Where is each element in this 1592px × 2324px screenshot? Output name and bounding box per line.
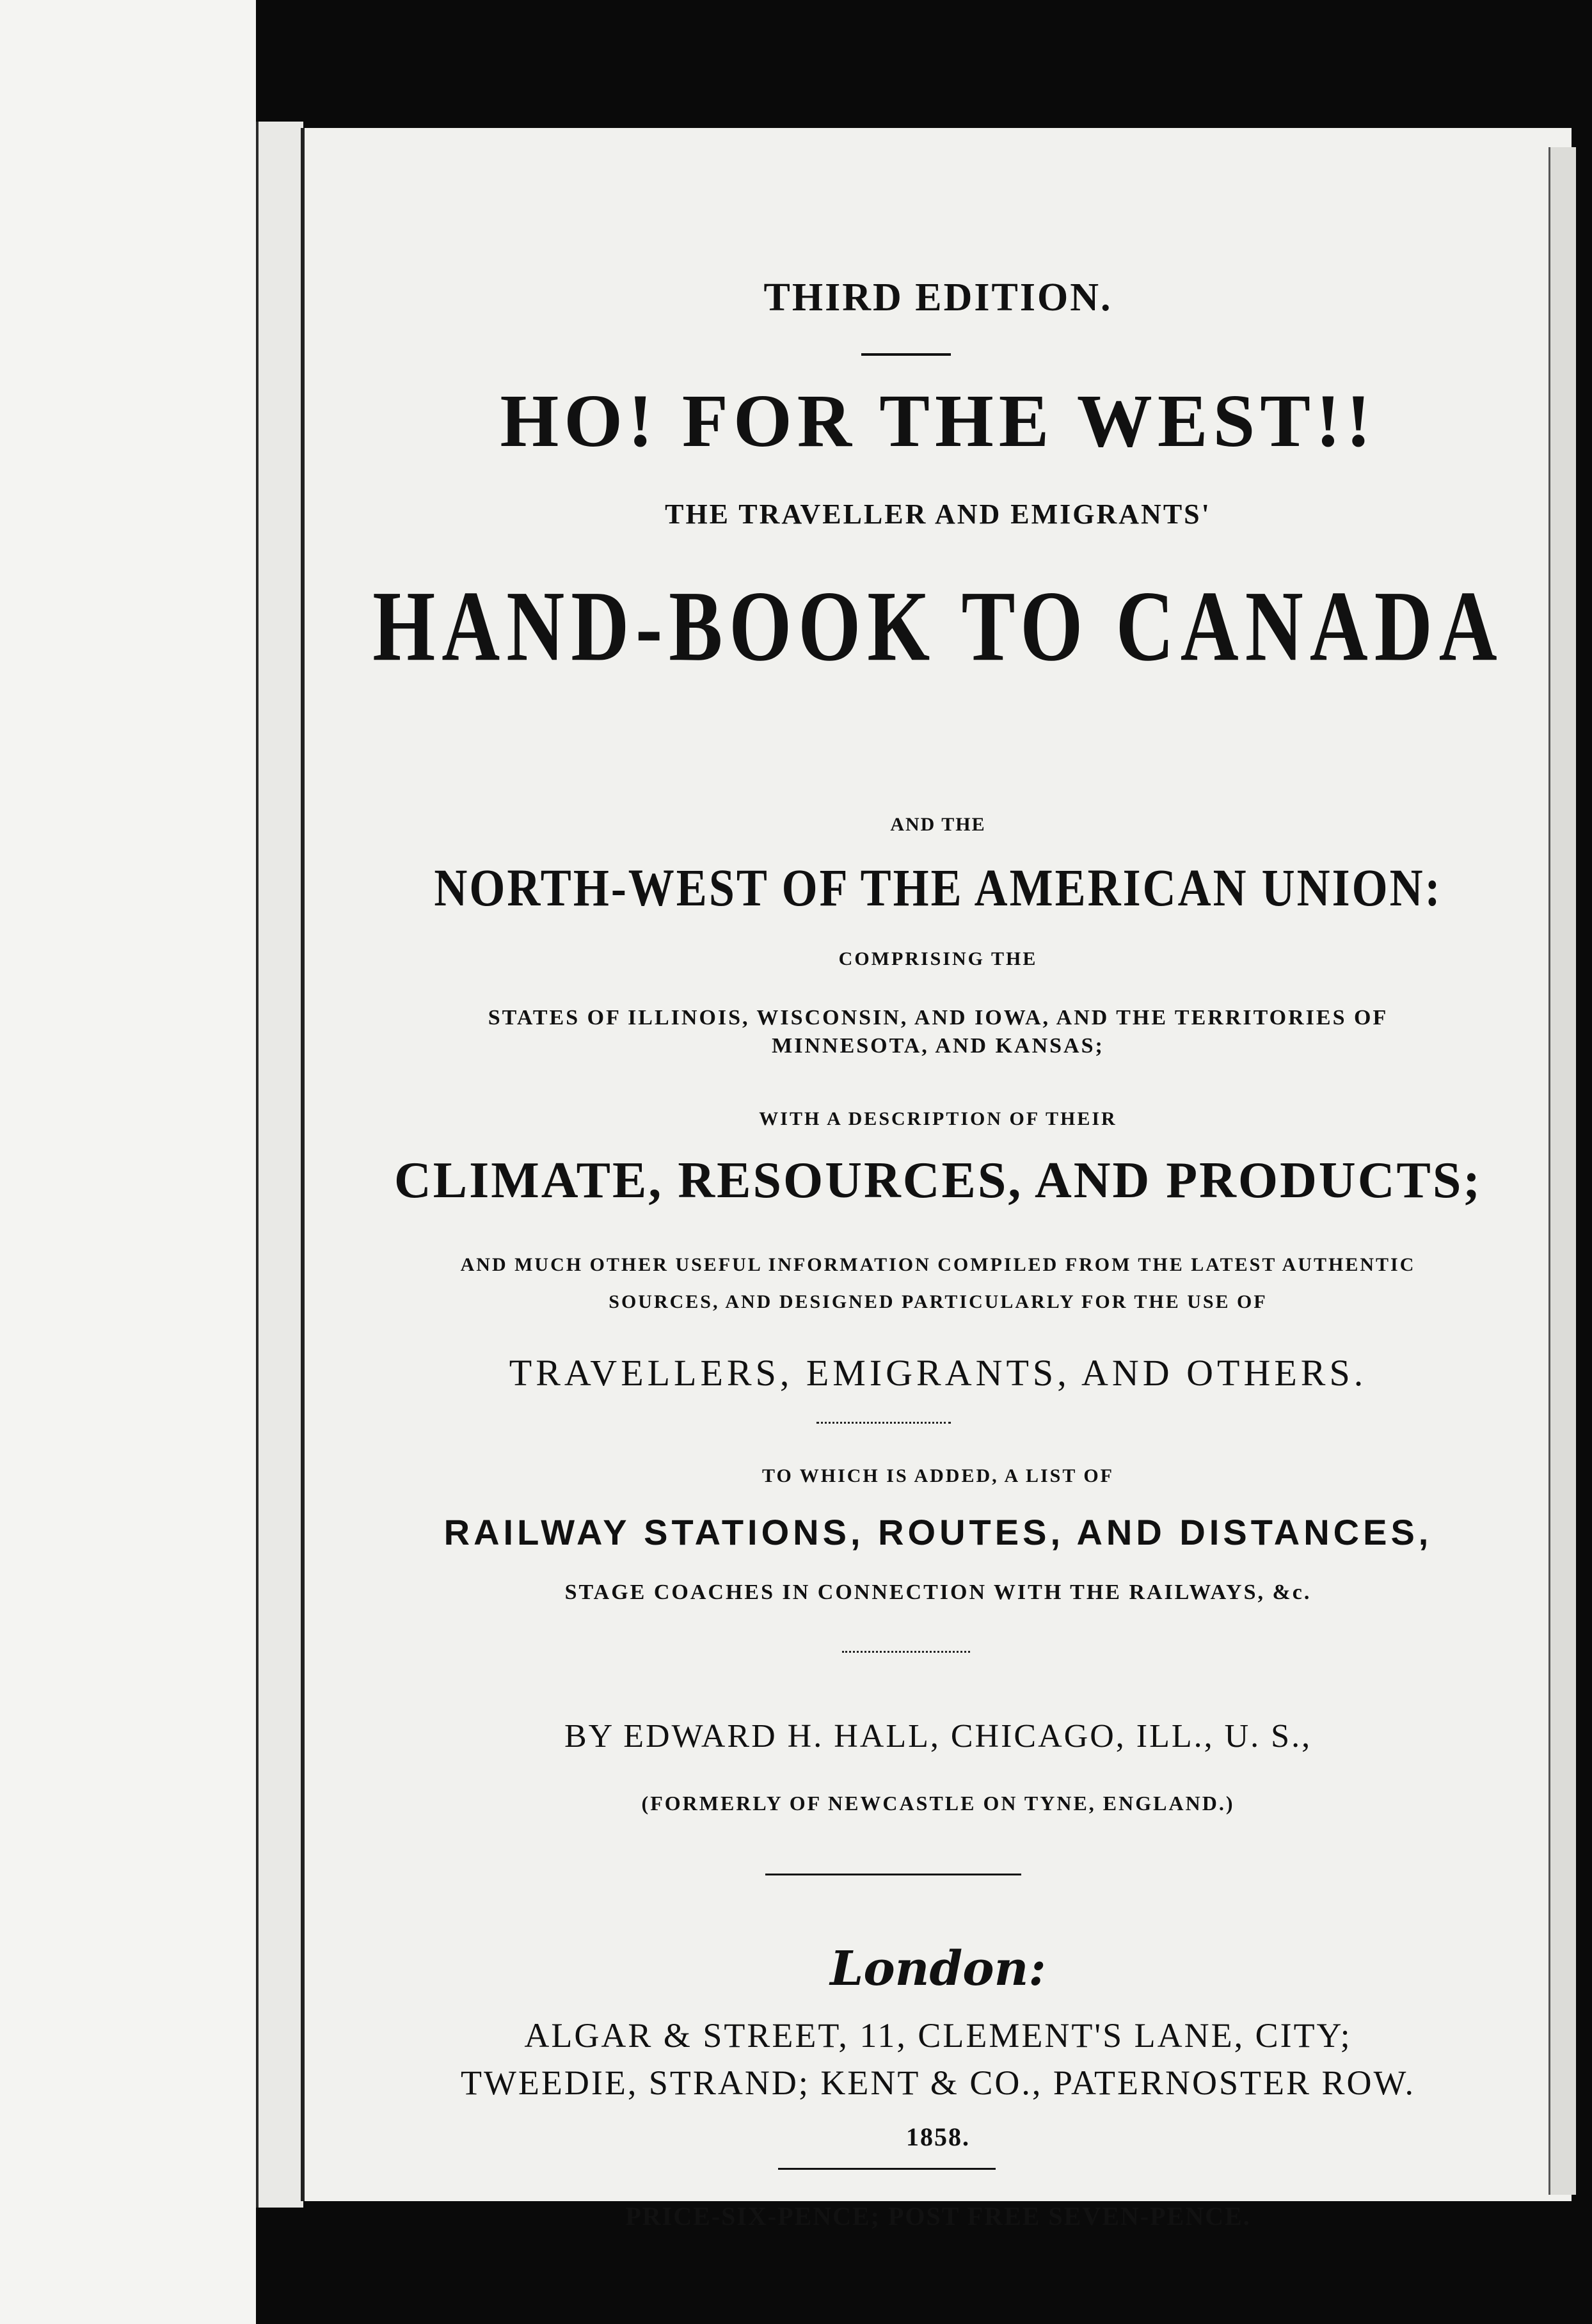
info-line-1: AND MUCH OTHER USEFUL INFORMATION COMPILED FROM THE LATEST AUTHENTIC xyxy=(460,1254,1416,1275)
states-line-2: MINNESOTA, AND KANSAS; xyxy=(772,1034,1104,1058)
handbook-title: HAND-BOOK TO CANADA xyxy=(372,571,1504,683)
ornament-rule xyxy=(842,1644,970,1653)
info-line-2: SOURCES, AND DESIGNED PARTICULARLY FOR THE USE OF xyxy=(609,1291,1268,1312)
author-line: BY EDWARD H. HALL, CHICAGO, ILL., U. S., xyxy=(564,1718,1312,1755)
divider-rule xyxy=(778,2168,996,2170)
price-line: PRICE-SIX-PENCE; POST FREE SEVEN-PENCE. xyxy=(625,2202,1251,2231)
climate-title: CLIMATE, RESOURCES, AND PRODUCTS; xyxy=(394,1152,1482,1209)
divider-rule xyxy=(861,353,951,356)
states-line-1: STATES OF ILLINOIS, WISCONSIN, AND IOWA, AND THE TERRITORIES OF xyxy=(488,1006,1389,1030)
travellers-title: TRAVELLERS, EMIGRANTS, AND OTHERS. xyxy=(509,1352,1367,1394)
ornament-rule xyxy=(816,1415,951,1424)
stage-coaches-line: STAGE COACHES IN CONNECTION WITH THE RAILWAYS, &c. xyxy=(564,1580,1312,1604)
edition-label: THIRD EDITION. xyxy=(763,276,1113,319)
added-label: TO WHICH IS ADDED, A LIST OF xyxy=(762,1465,1114,1486)
page-edge xyxy=(1548,147,1576,2195)
main-title: HO! FOR THE WEST!! xyxy=(500,379,1376,463)
title-page xyxy=(301,128,1572,2231)
northwest-title: NORTH-WEST OF THE AMERICAN UNION: xyxy=(434,858,1442,918)
imprint-place: London: xyxy=(830,1941,1046,1996)
publication-year: 1858. xyxy=(906,2122,970,2151)
publisher-line-1: ALGAR & STREET, 11, CLEMENT'S LANE, CITY; xyxy=(524,2016,1352,2055)
formerly-line: (FORMERLY OF NEWCASTLE ON TYNE, ENGLAND.) xyxy=(641,1792,1235,1815)
divider-rule xyxy=(765,1874,1021,1875)
book-spine-gutter xyxy=(256,122,303,2208)
comprising-label: COMPRISING THE xyxy=(838,948,1038,969)
description-label: WITH A DESCRIPTION OF THEIR xyxy=(759,1108,1117,1129)
left-page-leaf xyxy=(0,0,256,2324)
subtitle-traveller: THE TRAVELLER AND EMIGRANTS' xyxy=(665,498,1211,530)
railway-title: RAILWAY STATIONS, ROUTES, AND DISTANCES, xyxy=(443,1512,1433,1552)
publisher-line-2: TWEEDIE, STRAND; KENT & CO., PATERNOSTER ROW. xyxy=(460,2064,1416,2102)
and-the-label: AND THE xyxy=(890,814,986,835)
